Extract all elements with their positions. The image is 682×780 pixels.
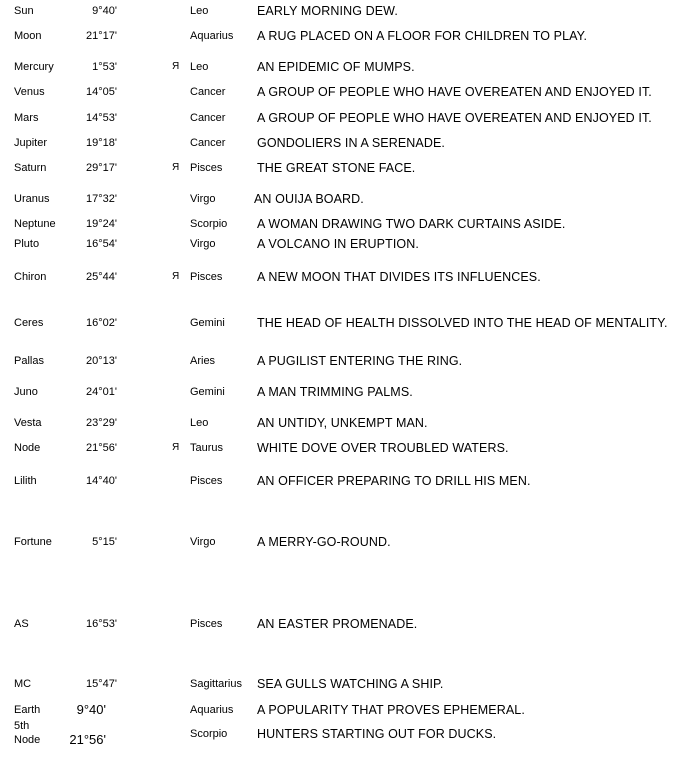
- table-row: [0, 29, 682, 49]
- table-row: [0, 617, 682, 637]
- table-row: [0, 192, 682, 212]
- sabian-symbol: AN OUIJA BOARD.: [254, 192, 364, 206]
- planet-name: MC: [14, 678, 32, 690]
- planet-degree: 5°15': [92, 536, 117, 548]
- table-row: [0, 677, 682, 697]
- sabian-symbol: WHITE DOVE OVER TROUBLED WATERS.: [257, 441, 509, 455]
- planet-name: Uranus: [14, 193, 50, 205]
- planet-degree: 14°53': [86, 112, 117, 124]
- sabian-symbol: THE GREAT STONE FACE.: [257, 161, 416, 175]
- planet-name: AS: [14, 618, 29, 630]
- table-row: [0, 416, 682, 436]
- planet-name: Moon: [14, 30, 42, 42]
- planet-name: Pallas: [14, 355, 44, 367]
- zodiac-sign: Cancer: [190, 137, 226, 149]
- zodiac-sign: Gemini: [190, 317, 225, 329]
- planet-name: Neptune: [14, 218, 56, 230]
- sabian-symbol: AN EASTER PROMENADE.: [257, 617, 418, 631]
- table-row: [0, 161, 682, 181]
- table-row: [0, 474, 682, 494]
- planet-name: Node: [14, 442, 41, 454]
- sabian-symbol: HUNTERS STARTING OUT FOR DUCKS.: [257, 727, 497, 741]
- zodiac-sign: Leo: [190, 417, 209, 429]
- zodiac-sign: Cancer: [190, 86, 226, 98]
- planet-name: Pluto: [14, 238, 40, 250]
- retrograde-marker: Я: [172, 162, 180, 173]
- planet-degree: 21°56': [69, 732, 106, 747]
- table-row: [0, 136, 682, 156]
- planet-degree: 21°56': [86, 442, 117, 454]
- planet-degree: 9°40': [92, 5, 117, 17]
- sabian-symbol: A NEW MOON THAT DIVIDES ITS INFLUENCES.: [257, 270, 541, 284]
- planet-name: Venus: [14, 86, 45, 98]
- sabian-symbol: SEA GULLS WATCHING A SHIP.: [257, 677, 444, 691]
- table-row: [0, 316, 682, 336]
- sabian-symbol: A RUG PLACED ON A FLOOR FOR CHILDREN TO PLAY.: [257, 29, 588, 43]
- planet-name: 5th Node: [14, 720, 41, 746]
- sabian-symbol: A MERRY-GO-ROUND.: [257, 535, 391, 549]
- table-row: [0, 270, 682, 290]
- zodiac-sign: Gemini: [190, 386, 225, 398]
- table-row: [0, 85, 682, 105]
- zodiac-sign: Pisces: [190, 618, 223, 630]
- zodiac-sign: Taurus: [190, 442, 224, 454]
- planet-degree: 23°29': [86, 417, 117, 429]
- planet-degree: 15°47': [86, 678, 117, 690]
- zodiac-sign: Pisces: [190, 475, 223, 487]
- table-row: [0, 385, 682, 405]
- planet-name: Vesta: [14, 417, 42, 429]
- sabian-symbol: A VOLCANO IN ERUPTION.: [257, 237, 419, 251]
- table-row: [0, 354, 682, 374]
- retrograde-marker: Я: [172, 271, 180, 282]
- planet-name: Ceres: [14, 317, 44, 329]
- planet-degree: 16°02': [86, 317, 117, 329]
- sabian-symbol: GONDOLIERS IN A SERENADE.: [257, 136, 445, 150]
- planet-degree: 16°54': [86, 238, 117, 250]
- planet-name: Fortune: [14, 536, 52, 548]
- zodiac-sign: Cancer: [190, 112, 226, 124]
- zodiac-sign: Scorpio: [190, 218, 228, 230]
- planet-degree: 19°24': [86, 218, 117, 230]
- planet-name: Earth: [14, 704, 41, 716]
- planet-degree: 17°32': [86, 193, 117, 205]
- zodiac-sign: Aquarius: [190, 30, 234, 42]
- planet-degree: 16°53': [86, 618, 117, 630]
- planet-name: Mercury: [14, 61, 54, 73]
- zodiac-sign: Leo: [190, 61, 209, 73]
- table-row: [0, 719, 682, 749]
- table-row: [0, 111, 682, 131]
- planet-degree: 29°17': [86, 162, 117, 174]
- zodiac-sign: Pisces: [190, 271, 223, 283]
- planet-degree: 14°40': [86, 475, 117, 487]
- sabian-symbol: A POPULARITY THAT PROVES EPHEMERAL.: [257, 703, 525, 717]
- sabian-symbol: A PUGILIST ENTERING THE RING.: [257, 354, 463, 368]
- zodiac-sign: Pisces: [190, 162, 223, 174]
- planet-degree: 14°05': [86, 86, 117, 98]
- sabian-symbol: AN OFFICER PREPARING TO DRILL HIS MEN.: [257, 474, 531, 488]
- table-row: [0, 4, 682, 24]
- table-row: [0, 237, 682, 257]
- planet-degree: 24°01': [86, 386, 117, 398]
- planet-name: Chiron: [14, 271, 47, 283]
- zodiac-sign: Virgo: [190, 193, 216, 205]
- table-row: [0, 535, 682, 555]
- planet-degree: 21°17': [86, 30, 117, 42]
- planet-name: Juno: [14, 386, 38, 398]
- zodiac-sign: Sagittarius: [190, 678, 242, 690]
- zodiac-sign: Scorpio: [190, 728, 228, 740]
- sabian-symbol: AN UNTIDY, UNKEMPT MAN.: [257, 416, 428, 430]
- planet-degree: 25°44': [86, 271, 117, 283]
- planet-degree: 19°18': [86, 137, 117, 149]
- planet-degree: 9°40': [76, 702, 106, 717]
- table-row: [0, 441, 682, 461]
- planet-name: Lilith: [14, 475, 37, 487]
- zodiac-sign: Virgo: [190, 536, 216, 548]
- zodiac-sign: Aquarius: [190, 704, 234, 716]
- table-row: [0, 217, 682, 237]
- planet-name: Jupiter: [14, 137, 48, 149]
- table-row: [0, 60, 682, 80]
- zodiac-sign: Aries: [190, 355, 216, 367]
- planet-name: Saturn: [14, 162, 47, 174]
- retrograde-marker: Я: [172, 442, 180, 453]
- planet-degree: 20°13': [86, 355, 117, 367]
- retrograde-marker: Я: [172, 61, 180, 72]
- zodiac-sign: Virgo: [190, 238, 216, 250]
- planet-name: Sun: [14, 5, 34, 17]
- sabian-symbol: EARLY MORNING DEW.: [257, 4, 398, 18]
- zodiac-sign: Leo: [190, 5, 209, 17]
- sabian-symbol: A WOMAN DRAWING TWO DARK CURTAINS ASIDE.: [257, 217, 566, 231]
- sabian-symbol: A MAN TRIMMING PALMS.: [257, 385, 413, 399]
- sabian-symbol: A GROUP OF PEOPLE WHO HAVE OVEREATEN AND ENJOYED IT.: [257, 111, 652, 125]
- planet-degree: 1°53': [92, 61, 117, 73]
- sabian-symbol: A GROUP OF PEOPLE WHO HAVE OVEREATEN AND ENJOYED IT.: [257, 85, 652, 99]
- sabian-symbol: AN EPIDEMIC OF MUMPS.: [257, 60, 415, 74]
- planet-name: Mars: [14, 112, 39, 124]
- sabian-symbol: THE HEAD OF HEALTH DISSOLVED INTO THE HEAD OF MENTALITY.: [257, 316, 668, 330]
